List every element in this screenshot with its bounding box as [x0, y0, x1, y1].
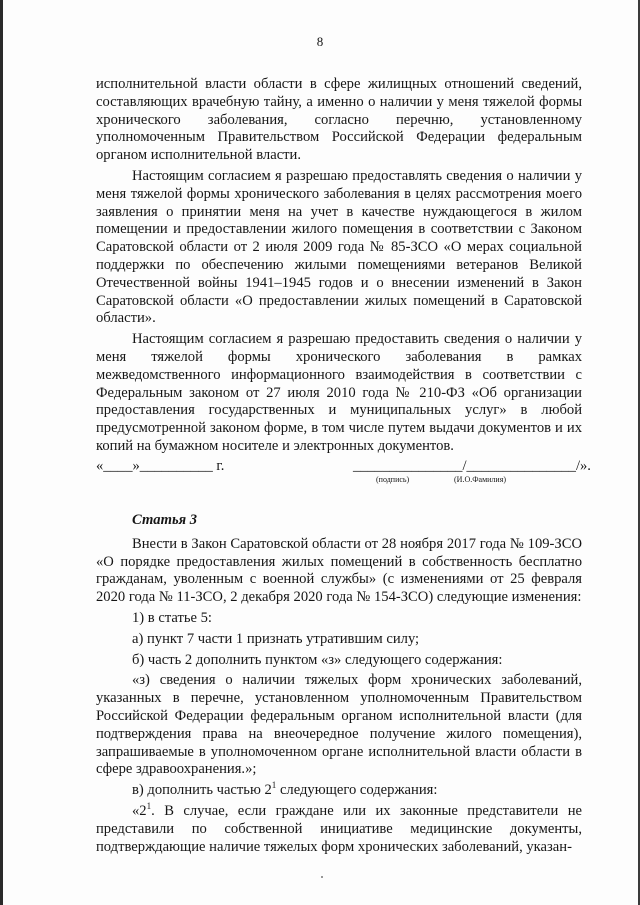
- consent-text-block: [96, 76, 582, 459]
- signature-block: [96, 458, 591, 488]
- consent-paragraph-1: Настоящим согласием я разрешаю предоставлять сведения о наличии у меня тяжелой формы хронического заболевания в целях рассмотрения моего заявления о принятии меня на учет в качестве нуждающегося в жилом помещении и предоставлении жилого помещения в соответствии с Законом Саратовской области от 2 июля 2009 года № 85-ЗСО «О мерах социальной поддержки по обеспечению жилыми помещениями ветеранов Великой Отечественной войны 1941–1945 годов и о внесении изменений в Закон Саратовской области «О предоставлении жилых помещений в Саратовской области».: [96, 167, 582, 327]
- consent-paragraph-2: Настоящим согласием я разрешаю предоставить сведения о наличии у меня тяжелой формы хронического заболевания в рамках межведомственного информационного взаимодействия в соответствии с Федеральным законом от 27 июля 2010 года № 210-ФЗ «Об организации предоставления государственных и муниципальных услуг» в любой предусмотренной законом форме, в том числе путем выдачи документов и их копий на бумажном носителе и электронных документов.: [96, 331, 582, 454]
- signature-caption: (подпись): [376, 475, 410, 484]
- scan-speck: [321, 876, 323, 878]
- signature-line: _______________/_______________/».: [353, 458, 591, 474]
- name-caption: (И.О.Фамилия): [454, 475, 507, 484]
- date-line: «____»__________ г.: [96, 458, 225, 474]
- item-v-superscript: 1: [271, 780, 277, 791]
- list-item-1: 1) в статье 5:: [132, 609, 212, 626]
- part-2-1-paragraph: [96, 803, 582, 856]
- article-title: Статья 3: [132, 512, 198, 528]
- item-v-text-after: следующего содержания:: [276, 782, 438, 799]
- list-item-b: б) часть 2 дополнить пунктом «з» следующего содержания:: [132, 651, 503, 668]
- part-2-1-text: . В случае, если граждане или их законные представители не представили по собственной инициативе медицинские документы, подтверждающие наличие тяжелых форм хронических заболеваний, указан-: [96, 802, 582, 855]
- top-paragraph: исполнительной власти области в сфере жилищных отношений сведений, составляющих врачебную тайну, а именно о наличии у меня тяжелой формы хронического заболевания, согласно перечню, установленному уполномоченным Правительством Российской Федерации федеральным органом исполнительной власти.: [96, 76, 582, 164]
- list-item-a: а) пункт 7 части 1 признать утратившим силу;: [132, 630, 420, 647]
- item-v-text: в) дополнить частью 2: [132, 782, 272, 799]
- article-intro: Внести в Закон Саратовской области от 28 ноября 2017 года № 109-ЗСО «О порядке предоставления жилых помещений в собственность бесплатно гражданам, уволенным с военной службы» (с изменениями от 25 февраля 2020 года № 11-ЗСО, 2 декабря 2020 года № 154-ЗСО) следующие изменения:: [96, 535, 582, 606]
- list-item-v: [96, 782, 582, 800]
- part-2-1-open: «2: [132, 802, 147, 819]
- page-number: 8: [316, 34, 324, 49]
- scan-edge-left: [0, 0, 3, 905]
- list-item-z: «з) сведения о наличии тяжелых форм хронических заболеваний, указанных в перечне, установленном уполномоченным Правительством Российской Федерации федеральным органом исполнительной власти (для подтверждения права на внеочередное получение жилого помещения), запрашиваемые в уполномоченном органе исполнительной власти области в сфере здравоохранения.»;: [96, 672, 582, 778]
- part-2-1-superscript: 1: [146, 801, 152, 812]
- article-block: [96, 512, 582, 859]
